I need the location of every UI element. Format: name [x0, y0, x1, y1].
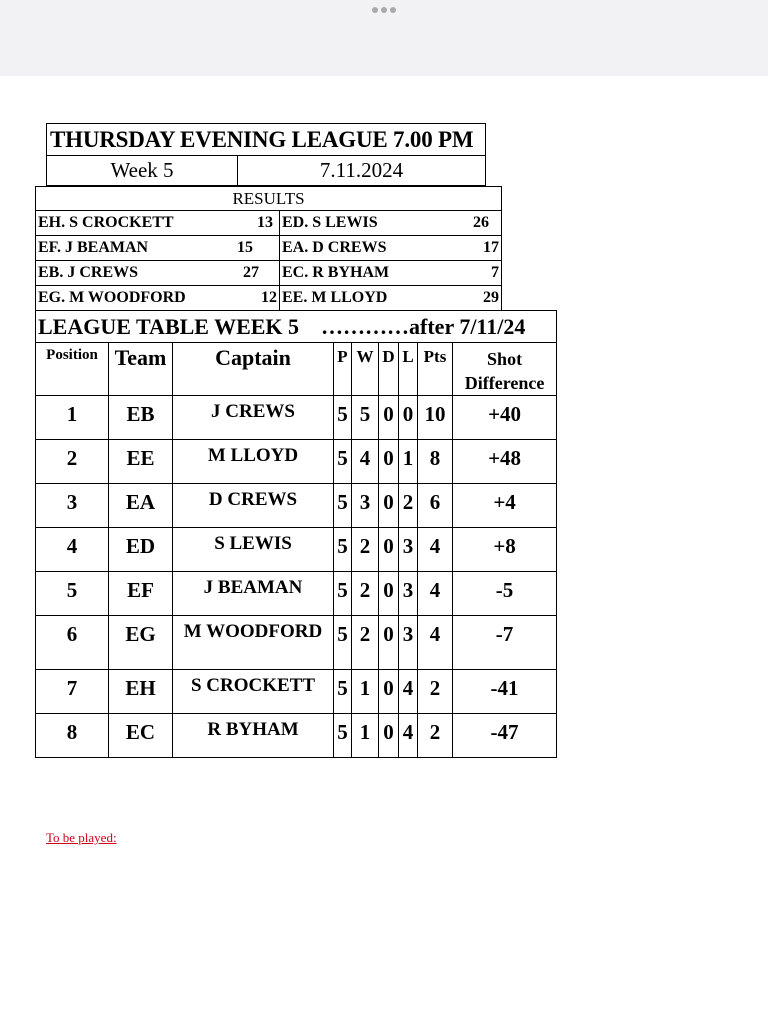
dot: [372, 7, 378, 13]
away-score: 29: [483, 289, 499, 306]
home-score: 27: [243, 264, 259, 281]
shot-difference: +8: [453, 528, 557, 572]
top-bar: [0, 0, 768, 76]
away-score: 7: [491, 264, 499, 281]
captain: S CROCKETT: [173, 670, 334, 714]
team: EC: [109, 714, 173, 758]
league-table-name: LEAGUE TABLE WEEK 5: [38, 313, 300, 339]
points: 8: [418, 440, 453, 484]
drawn: 0: [379, 528, 399, 572]
lost: 4: [399, 714, 418, 758]
shot-difference: +48: [453, 440, 557, 484]
col-shot-difference: Shot Difference: [453, 343, 557, 396]
captain: D CREWS: [173, 484, 334, 528]
team: EF: [109, 572, 173, 616]
dot: [390, 7, 396, 13]
captain: M LLOYD: [173, 440, 334, 484]
won: 2: [352, 528, 379, 572]
table-row: [36, 440, 557, 484]
to-be-played-link[interactable]: To be played:: [46, 830, 117, 845]
table-row: [36, 616, 557, 670]
home-team: EG. M WOODFORD: [38, 289, 186, 306]
played: 5: [334, 484, 352, 528]
match-date: 7.11.2024: [238, 156, 486, 186]
captain: M WOODFORD: [173, 616, 334, 670]
drawn: 0: [379, 572, 399, 616]
league-title: THURSDAY EVENING LEAGUE 7.00 PM: [47, 124, 486, 156]
team: EA: [109, 484, 173, 528]
played: 5: [334, 670, 352, 714]
dot: [381, 7, 387, 13]
position: 6: [36, 616, 109, 670]
position: 4: [36, 528, 109, 572]
col-captain: Captain: [173, 343, 334, 396]
league-table-header: [36, 343, 557, 396]
played: 5: [334, 440, 352, 484]
won: 1: [352, 670, 379, 714]
shot-difference: -5: [453, 572, 557, 616]
team: EB: [109, 396, 173, 440]
position: 8: [36, 714, 109, 758]
drawn: 0: [379, 616, 399, 670]
points: 4: [418, 616, 453, 670]
drawn: 0: [379, 440, 399, 484]
team: EG: [109, 616, 173, 670]
drawn: 0: [379, 670, 399, 714]
league-table: [35, 310, 557, 758]
points: 4: [418, 528, 453, 572]
shot-difference: +40: [453, 396, 557, 440]
table-row: [36, 572, 557, 616]
played: 5: [334, 714, 352, 758]
home-score: 12: [261, 289, 277, 306]
col-team: Team: [109, 343, 173, 396]
position: 5: [36, 572, 109, 616]
away-team: ED. S LEWIS: [282, 214, 378, 231]
lost: 3: [399, 616, 418, 670]
away-score: 17: [483, 239, 499, 256]
league-table-title: [36, 311, 557, 343]
won: 2: [352, 572, 379, 616]
lost: 0: [399, 396, 418, 440]
lost: 2: [399, 484, 418, 528]
col-played: P: [334, 343, 352, 396]
points: 4: [418, 572, 453, 616]
lost: 3: [399, 528, 418, 572]
home-team: EF. J BEAMAN: [38, 239, 149, 256]
result-row: [36, 286, 502, 311]
col-lost: L: [399, 343, 418, 396]
position: 2: [36, 440, 109, 484]
result-row: [36, 211, 502, 236]
captain: J BEAMAN: [173, 572, 334, 616]
position: 1: [36, 396, 109, 440]
played: 5: [334, 616, 352, 670]
captain: R BYHAM: [173, 714, 334, 758]
captain: S LEWIS: [173, 528, 334, 572]
more-options-icon[interactable]: [372, 6, 396, 14]
col-won: W: [352, 343, 379, 396]
won: 5: [352, 396, 379, 440]
result-row: [36, 261, 502, 286]
lost: 4: [399, 670, 418, 714]
lost: 1: [399, 440, 418, 484]
table-row: [36, 528, 557, 572]
captain: J CREWS: [173, 396, 334, 440]
table-row: [36, 670, 557, 714]
home-team: EB. J CREWS: [38, 264, 139, 281]
result-row: [36, 236, 502, 261]
won: 1: [352, 714, 379, 758]
won: 4: [352, 440, 379, 484]
position: 7: [36, 670, 109, 714]
points: 2: [418, 714, 453, 758]
position: 3: [36, 484, 109, 528]
won: 2: [352, 616, 379, 670]
team: ED: [109, 528, 173, 572]
team: EH: [109, 670, 173, 714]
drawn: 0: [379, 714, 399, 758]
shot-difference: -47: [453, 714, 557, 758]
shot-difference: -41: [453, 670, 557, 714]
lost: 3: [399, 572, 418, 616]
home-score: 15: [237, 239, 253, 256]
drawn: 0: [379, 484, 399, 528]
drawn: 0: [379, 396, 399, 440]
away-score: 26: [473, 214, 489, 231]
won: 3: [352, 484, 379, 528]
shot-difference: +4: [453, 484, 557, 528]
team: EE: [109, 440, 173, 484]
league-table-after: …………after 7/11/24: [321, 313, 526, 339]
away-team: EA. D CREWS: [282, 239, 387, 256]
played: 5: [334, 528, 352, 572]
away-team: EC. R BYHAM: [282, 264, 390, 281]
col-points: Pts: [418, 343, 453, 396]
points: 6: [418, 484, 453, 528]
points: 2: [418, 670, 453, 714]
played: 5: [334, 396, 352, 440]
shot-difference: -7: [453, 616, 557, 670]
col-position: Position: [36, 343, 109, 396]
results-table: [35, 186, 502, 311]
table-row: [36, 714, 557, 758]
home-score: 13: [257, 214, 273, 231]
table-row: [36, 396, 557, 440]
away-team: EE. M LLOYD: [282, 289, 388, 306]
points: 10: [418, 396, 453, 440]
home-team: EH. S CROCKETT: [38, 214, 174, 231]
week-label: Week 5: [47, 156, 238, 186]
table-row: [36, 484, 557, 528]
played: 5: [334, 572, 352, 616]
results-heading: RESULTS: [36, 187, 502, 211]
col-drawn: D: [379, 343, 399, 396]
league-title-table: [46, 123, 486, 186]
